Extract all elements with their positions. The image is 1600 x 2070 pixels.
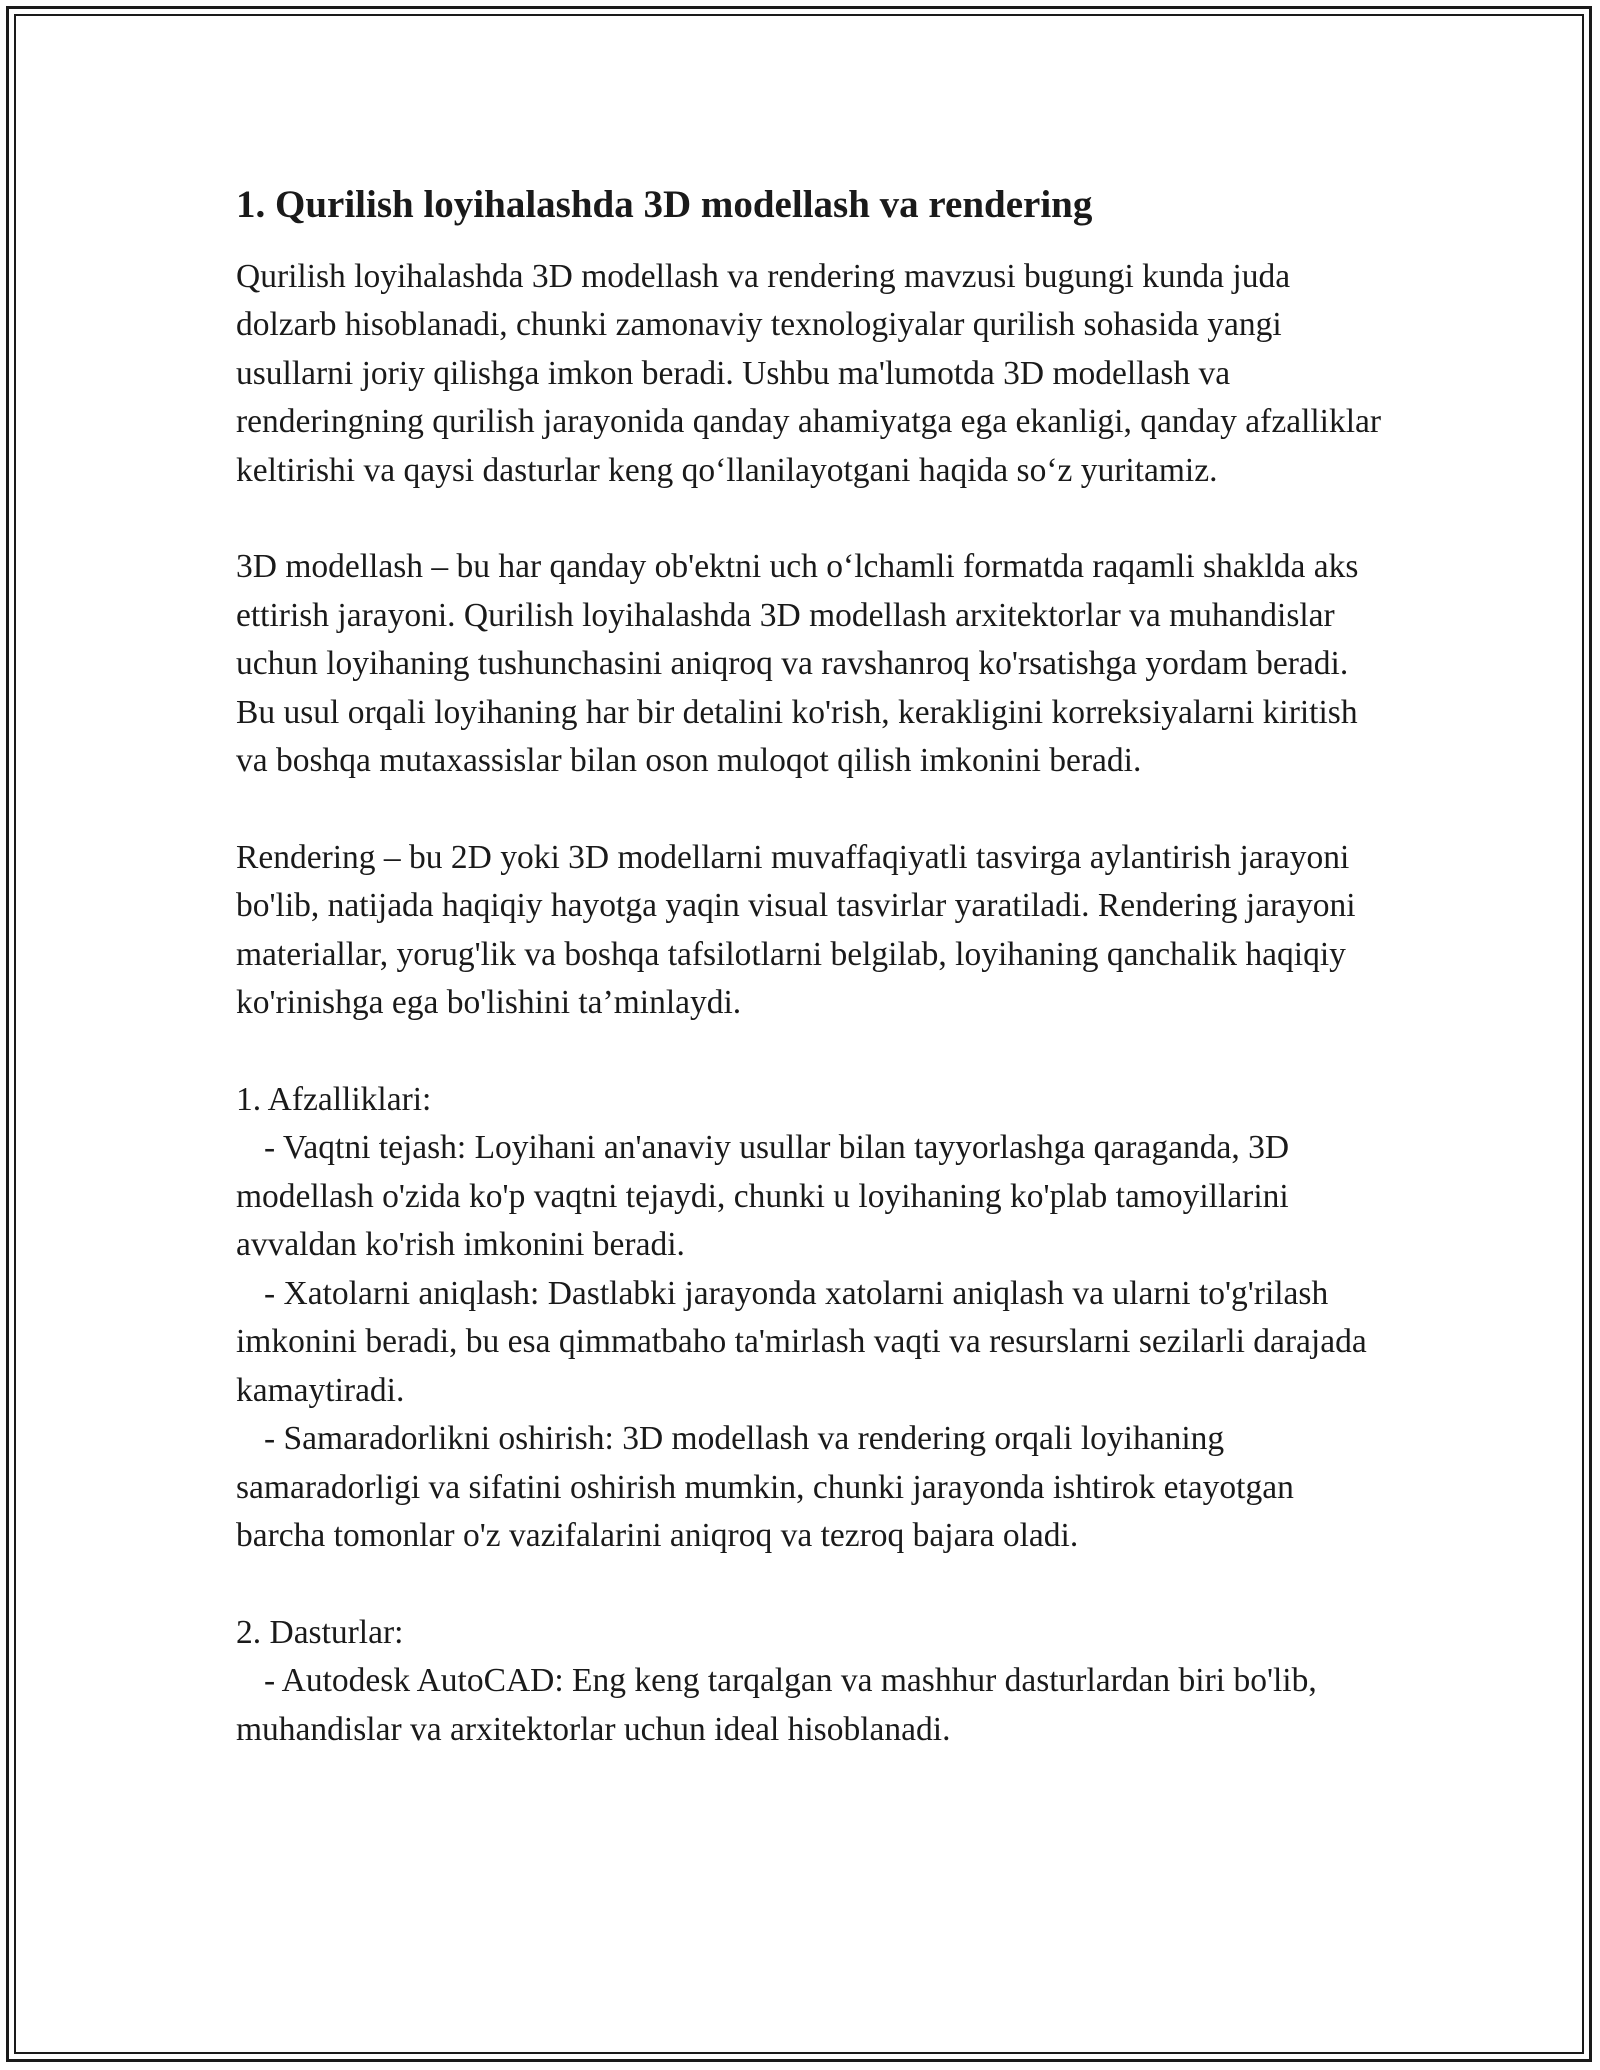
advantage-item-time: - Vaqtni tejash: Loyihani an'anaviy usullar bilan tayyorlashga qaraganda, 3D modellash o'zida ko'p vaqtni tejaydi, chunki u loyihaning ko'plab tamoyillarini avvaldan ko'rish imkonini beradi.	[236, 1129, 1290, 1264]
programs-section	[236, 1609, 1386, 1755]
advantages-title: 1. Afzalliklari:	[236, 1080, 432, 1118]
document-heading: 1. Qurilish loyihalashda 3D modellash va rendering	[236, 183, 1093, 226]
program-item-autocad: - Autodesk AutoCAD: Eng keng tarqalgan va mashhur dasturlardan biri bo'lib, muhandislar va arxitektorlar uchun ideal hisoblanadi.	[236, 1662, 1317, 1748]
intro-paragraph: Qurilish loyihalashda 3D modellash va rendering mavzusi bugungi kunda juda dolzarb hisoblanadi, chunki zamonaviy texnologiyalar qurilish sohasida yangi usullarni joriy qilishga imkon beradi. Ushbu ma'lumotda 3D modellash va renderingning qurilish jarayonida qanday ahamiyatga ega ekanligi, qanday afzalliklar keltirishi va qaysi dasturlar keng qo‘llanilayotgani haqida so‘z yuritamiz.	[236, 257, 1382, 489]
advantages-section	[236, 1076, 1386, 1561]
document-body	[236, 180, 1386, 1802]
advantage-item-efficiency: - Samaradorlikni oshirish: 3D modellash va rendering orqali loyihaning samaradorligi va sifatini oshirish mumkin, chunki jarayonda ishtirok etayotgan barcha tomonlar o'z vazifalarini aniqroq va tezroq bajara oladi.	[236, 1420, 1294, 1555]
programs-title: 2. Dasturlar:	[236, 1613, 404, 1651]
rendering-paragraph: Rendering – bu 2D yoki 3D modellarni muvaffaqiyatli tasvirga aylantirish jarayoni bo'lib, natijada haqiqiy hayotga yaqin visual tasvirlar yaratiladi. Rendering jarayoni materiallar, yorug'lik va boshqa tafsilotlarni belgilab, loyihaning qanchalik haqiqiy ko'rinishga ega bo'lishini ta’minlaydi.	[236, 838, 1356, 1022]
modeling-paragraph: 3D modellash – bu har qanday ob'ektni uch o‘lchamli formatda raqamli shaklda aks ettirish jarayoni. Qurilish loyihalashda 3D modellash arxitektorlar va muhandislar uchun loyihaning tushunchasini aniqroq va ravshanroq ko'rsatishga yordam beradi. Bu usul orqali loyihaning har bir detalini ko'rish, kerakligini korreksiyalarni kiritish va boshqa mutaxassislar bilan oson muloqot qilish imkonini beradi.	[236, 548, 1359, 780]
advantage-item-errors: - Xatolarni aniqlash: Dastlabki jarayonda xatolarni aniqlash va ularni to'g'rilash imkonini beradi, bu esa qimmatbaho ta'mirlash vaqti va resurslarni sezilarli darajada kamaytiradi.	[236, 1274, 1367, 1409]
